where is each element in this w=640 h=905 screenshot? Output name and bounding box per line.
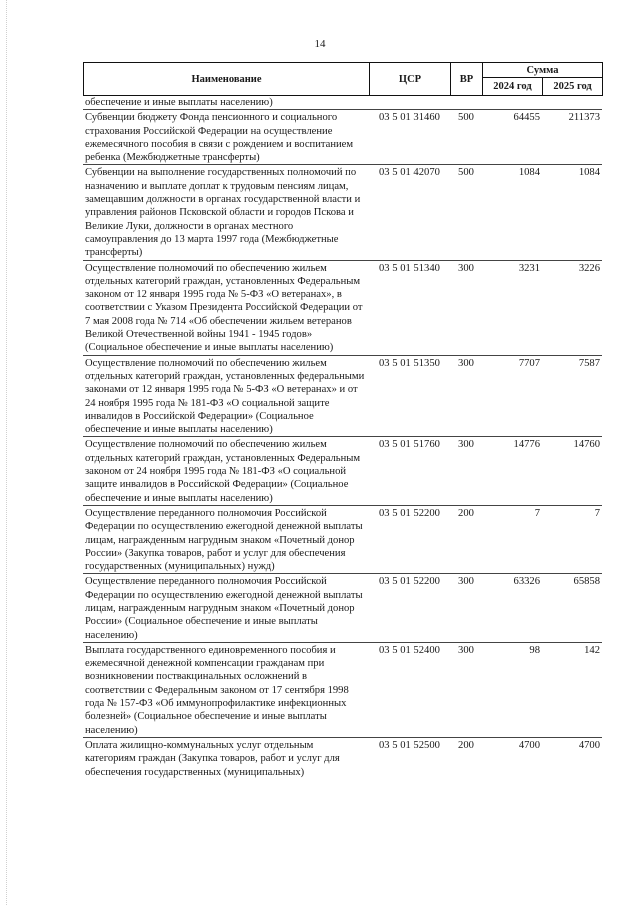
header-csr: ЦСР	[370, 63, 451, 96]
row-name: Осуществление полномочий по обеспечению жильем отдельных категорий граждан, установленных федеральными законами от 12 января 1995 года № 5-ФЗ «О ветеранах» и от 24 ноября 1995 года № 181-ФЗ «О социальной защите инвалидов в Российской Федерации» (Социальное обеспечение и иные выплаты населению)	[83, 355, 369, 437]
row-vr-code: 500	[450, 110, 482, 165]
row-vr-code: 200	[450, 737, 482, 778]
row-name: Осуществление полномочий по обеспечению жильем отдельных категорий граждан, установленных Федеральным законом от 24 ноября 1995 года № 181-ФЗ «О социальной защите инвалидов в Российской Федерации» (Социальное обеспечение и иные выплаты населению)	[83, 437, 369, 505]
row-sum-2025: 7587	[542, 355, 602, 437]
header-year-2024: 2024 год	[483, 78, 543, 96]
row-sum-2025: 7	[542, 505, 602, 573]
table-row	[83, 574, 602, 642]
header-sum: Сумма	[483, 63, 603, 78]
header-name: Наименование	[84, 63, 370, 96]
row-sum-2024: 3231	[482, 260, 542, 355]
row-name: Субвенции бюджету Фонда пенсионного и социального страхования Российской Федерации на осуществление ежемесячного пособия в связи с рождением и воспитанием ребенка (Межбюджетные трансферты)	[83, 110, 369, 165]
row-vr-code: 500	[450, 165, 482, 260]
table-row	[83, 165, 602, 260]
row-csr-code: 03 5 01 51350	[369, 355, 450, 437]
row-sum-2025: 4700	[542, 737, 602, 778]
row-sum-2025: 1084	[542, 165, 602, 260]
row-name: Осуществление переданного полномочия Российской Федерации по осуществлению ежегодной денежной выплаты лицам, награжденным нагрудным знаком «Почетный донор России» (Социальное обеспечение и иные выплаты населению)	[83, 574, 369, 642]
table-row	[83, 505, 602, 573]
row-csr-code: 03 5 01 42070	[369, 165, 450, 260]
row-vr-code: 300	[450, 642, 482, 737]
row-name: Выплата государственного единовременного пособия и ежемесячной денежной компенсации гражданам при возникновении поствакцинальных осложнений в соответствии с Федеральным законом от 17 сентября 1998 года № 157-ФЗ «Об иммунопрофилактике инфекционных болезней» (Социальное обеспечение и иные выплаты населению)	[83, 642, 369, 737]
header-year-2025: 2025 год	[543, 78, 603, 96]
row-vr-code: 300	[450, 574, 482, 642]
table-row-continuation	[83, 96, 602, 110]
table-row	[83, 737, 602, 778]
row-csr-code: 03 5 01 52200	[369, 574, 450, 642]
row-sum-2024: 63326	[482, 574, 542, 642]
row-sum-2025: 211373	[542, 110, 602, 165]
header-vr: ВР	[451, 63, 483, 96]
table-header	[83, 62, 603, 96]
row-sum-2024: 7707	[482, 355, 542, 437]
table-row	[83, 642, 602, 737]
row-csr-code: 03 5 01 51760	[369, 437, 450, 505]
row-sum-2024: 4700	[482, 737, 542, 778]
table-row	[83, 355, 602, 437]
row-sum-2025: 14760	[542, 437, 602, 505]
page-number: 14	[314, 38, 326, 50]
table-row	[83, 260, 602, 355]
row-csr-code: 03 5 01 52200	[369, 505, 450, 573]
continuation-text: обеспечение и иные выплаты населению)	[85, 97, 273, 108]
row-csr-code: 03 5 01 31460	[369, 110, 450, 165]
row-csr-code: 03 5 01 51340	[369, 260, 450, 355]
row-sum-2025: 65858	[542, 574, 602, 642]
row-sum-2024: 7	[482, 505, 542, 573]
row-vr-code: 200	[450, 505, 482, 573]
row-sum-2024: 1084	[482, 165, 542, 260]
row-sum-2025: 142	[542, 642, 602, 737]
row-sum-2025: 3226	[542, 260, 602, 355]
row-csr-code: 03 5 01 52400	[369, 642, 450, 737]
row-sum-2024: 98	[482, 642, 542, 737]
row-sum-2024: 14776	[482, 437, 542, 505]
row-name: Осуществление полномочий по обеспечению жильем отдельных категорий граждан, установленных Федеральным законом от 12 января 1995 года № 5-ФЗ «О ветеранах», в соответствии с Указом Президента Российской Федерации от 7 мая 2008 года № 714 «Об обеспечении жильем ветеранов Великой Отечественной войны 1941 - 1945 годов» (Социальное обеспечение и иные выплаты населению)	[83, 260, 369, 355]
row-vr-code: 300	[450, 355, 482, 437]
row-name: Оплата жилищно-коммунальных услуг отдельным категориям граждан (Закупка товаров, работ и услуг для обеспечения государственных (муниципальных)	[83, 737, 369, 778]
row-name: Осуществление переданного полномочия Российской Федерации по осуществлению ежегодной денежной выплаты лицам, награжденным нагрудным знаком «Почетный донор России» (Закупка товаров, работ и услуг для обеспечения государственных (муниципальных) нужд)	[83, 505, 369, 573]
row-name: Субвенции на выполнение государственных полномочий по назначению и выплате доплат к трудовым пенсиям лицам, замещавшим должности в органах государственной власти и управления районов Псковской области и городов Пскова и Великие Луки, должности в органах местного самоуправления до 13 марта 1997 года (Межбюджетные трансферты)	[83, 165, 369, 260]
table-row	[83, 110, 602, 165]
table-row	[83, 437, 602, 505]
row-csr-code: 03 5 01 52500	[369, 737, 450, 778]
budget-table	[83, 96, 602, 779]
row-sum-2024: 64455	[482, 110, 542, 165]
row-vr-code: 300	[450, 260, 482, 355]
row-vr-code: 300	[450, 437, 482, 505]
scan-edge	[6, 0, 8, 905]
